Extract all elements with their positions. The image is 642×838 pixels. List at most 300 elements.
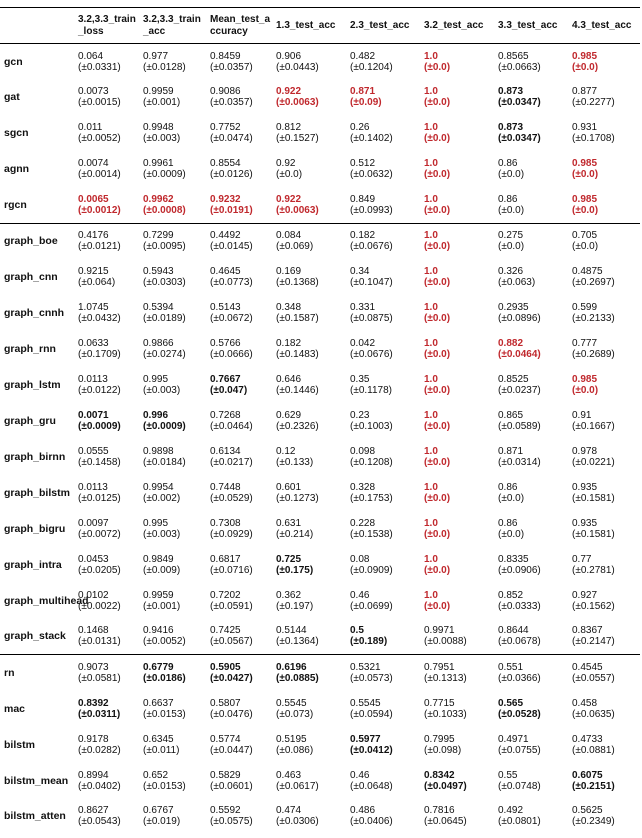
metric-cell: [420, 331, 494, 367]
metric-value: 0.9073: [78, 661, 109, 673]
metric-value: 0.877: [572, 86, 598, 98]
metric-std: (±0.0909): [350, 564, 393, 576]
metric-std: (±0.098): [424, 744, 462, 756]
metric-std: (±0.1178): [350, 385, 392, 397]
metric-cell: [272, 44, 346, 80]
metric-cell: [139, 79, 206, 115]
metric-value: 0.985: [572, 374, 598, 386]
metric-cell: [494, 619, 568, 655]
column-header: 1.3_test_acc: [276, 19, 336, 31]
metric-value: 0.8367: [572, 625, 603, 637]
metric-value: 0.5905: [210, 661, 241, 673]
metric-std: (±0.0): [424, 600, 451, 612]
metric-std: (±0.0635): [572, 708, 615, 720]
metric-value: 1.0: [424, 302, 438, 314]
metric-std: (±0.1273): [276, 492, 319, 504]
metric-std: (±0.189): [350, 636, 388, 648]
metric-std: (±0.214): [276, 528, 314, 540]
metric-value: 0.8994: [78, 769, 109, 781]
metric-std: (±0.1047): [350, 277, 393, 289]
metric-value: 0.7995: [424, 733, 455, 745]
metric-std: (±0.063): [498, 277, 536, 289]
metric-cell: [74, 259, 139, 295]
metric-std: (±0.0464): [210, 421, 253, 432]
metric-cell: [568, 691, 640, 727]
metric-cell: [568, 367, 640, 403]
metric-cell: [420, 547, 494, 583]
metric-value: 0.0555: [78, 445, 109, 457]
metric-value: 1.0: [424, 517, 438, 529]
metric-cell: [206, 223, 272, 259]
metric-std: (±0.0311): [78, 708, 121, 720]
metric-std: (±0.0699): [350, 600, 393, 612]
metric-std: (±0.1446): [276, 385, 319, 397]
metric-cell: [568, 295, 640, 331]
metric-cell: [139, 727, 206, 763]
metric-value: 1.0: [424, 230, 438, 242]
metric-std: (±0.0): [572, 205, 599, 217]
metric-value: 0.084: [276, 230, 302, 242]
metric-cell: [420, 655, 494, 691]
metric-cell: [272, 619, 346, 655]
model-name: graph_multihead: [4, 594, 89, 607]
metric-value: 1.0: [424, 410, 438, 421]
metric-cell: [568, 79, 640, 115]
metric-value: 0.011: [78, 122, 103, 134]
metric-cell: [346, 115, 420, 151]
metric-std: (±0.1368): [276, 277, 319, 289]
metric-value: 0.182: [350, 230, 376, 242]
metric-value: 0.7752: [210, 122, 241, 134]
metric-std: (±0.0205): [78, 564, 121, 576]
metric-std: (±0.0528): [498, 708, 541, 720]
metric-value: 0.812: [276, 122, 302, 134]
metric-value: 0.46: [350, 769, 370, 781]
metric-std: (±0.0591): [210, 600, 253, 612]
metric-std: (±0.0): [424, 492, 451, 504]
metric-value: 0.0633: [78, 338, 109, 350]
metric-value: 0.0097: [78, 517, 109, 529]
metric-value: 0.1468: [78, 625, 109, 637]
metric-value: 0.7667: [210, 374, 241, 386]
metric-value: 0.995: [143, 517, 169, 529]
metric-cell: [346, 151, 420, 187]
metric-cell: [139, 223, 206, 259]
metric-std: (±0.0145): [210, 241, 253, 253]
metric-cell: [74, 79, 139, 115]
model-name: gat: [4, 91, 20, 104]
metric-std: (±0.0): [424, 277, 451, 289]
metric-value: 0.34: [350, 266, 370, 278]
metric-std: (±0.0009): [143, 421, 186, 432]
metric-std: (±0.0896): [498, 313, 541, 325]
metric-value: 0.6817: [210, 553, 241, 565]
metric-value: 0.0074: [78, 158, 109, 170]
metric-cell: [420, 439, 494, 475]
metric-cell: [272, 331, 346, 367]
metric-std: (±0.0632): [350, 169, 393, 181]
metric-std: (±0.0412): [350, 744, 393, 756]
metric-cell: [494, 475, 568, 511]
metric-value: 0.935: [572, 517, 598, 529]
metric-value: 0.474: [276, 805, 302, 817]
metric-value: 0.551: [498, 661, 524, 673]
metric-cell: [568, 475, 640, 511]
metric-value: 0.6779: [143, 661, 174, 673]
metric-std: (±0.0573): [350, 672, 393, 684]
metric-std: (±0.0014): [78, 169, 121, 181]
metric-std: (±0.0): [572, 169, 599, 181]
metric-std: (±0.0406): [350, 816, 393, 828]
metric-std: (±0.0): [424, 169, 451, 181]
metric-std: (±0.0993): [350, 205, 393, 217]
metric-std: (±0.133): [276, 456, 314, 468]
metric-value: 1.0: [424, 86, 438, 98]
metric-cell: [74, 331, 139, 367]
metric-cell: [568, 655, 640, 691]
metric-std: (±0.0589): [498, 421, 541, 432]
metric-std: (±0.0476): [210, 708, 253, 720]
model-name: bilstm_mean: [4, 774, 69, 787]
metric-value: 0.463: [276, 769, 302, 781]
metric-std: (±0.0009): [143, 169, 186, 181]
metric-std: (±0.1527): [276, 133, 319, 145]
metric-value: 0.935: [572, 481, 598, 493]
metric-cell: [139, 115, 206, 151]
metric-cell: [74, 763, 139, 799]
metric-value: 0.9898: [143, 445, 174, 457]
metric-value: 0.326: [498, 266, 524, 278]
model-name: sgcn: [4, 127, 29, 140]
model-name: graph_intra: [4, 558, 62, 571]
metric-value: 0.5394: [143, 302, 174, 314]
metric-cell: [568, 403, 640, 439]
metric-cell: [346, 475, 420, 511]
metric-value: 0.8565: [498, 50, 529, 62]
metric-value: 0.922: [276, 86, 302, 98]
metric-std: (±0.0557): [572, 672, 615, 684]
metric-std: (±0.0617): [276, 780, 319, 792]
metric-std: (±0.0063): [276, 205, 319, 217]
metric-value: 0.6196: [276, 661, 307, 673]
metric-value: 0.042: [350, 338, 376, 350]
metric-value: 0.852: [498, 589, 524, 601]
metric-cell: [74, 44, 139, 80]
metric-value: 0.328: [350, 481, 376, 493]
metric-value: 0.2935: [498, 302, 529, 314]
metric-value: 0.6134: [210, 445, 241, 457]
metric-cell: [346, 44, 420, 80]
metric-std: (±0.0314): [498, 456, 541, 468]
metric-std: (±0.2151): [572, 780, 615, 792]
metric-std: (±0.0274): [143, 349, 186, 361]
metric-value: 0.5766: [210, 338, 241, 350]
metric-std: (±0.09): [350, 97, 382, 109]
metric-value: 0.35: [350, 374, 370, 386]
metric-std: (±0.0072): [78, 528, 121, 540]
metric-std: (±0.1753): [350, 492, 393, 504]
metric-std: (±0.0): [498, 492, 525, 504]
metric-value: 0.599: [572, 302, 598, 314]
metric-cell: [139, 511, 206, 547]
metric-cell: [420, 511, 494, 547]
metric-std: (±0.0): [498, 528, 525, 540]
metric-std: (±0.2133): [572, 313, 615, 325]
metric-value: 0.348: [276, 302, 302, 314]
metric-cell: [568, 151, 640, 187]
metric-std: (±0.0929): [210, 528, 253, 540]
metric-cell: [206, 691, 272, 727]
metric-cell: [206, 619, 272, 655]
metric-value: 0.5943: [143, 266, 174, 278]
metric-std: (±0.1667): [572, 421, 615, 432]
metric-value: 0.362: [276, 589, 302, 601]
metric-std: (±0.047): [210, 385, 248, 397]
metric-cell: [494, 583, 568, 619]
metric-cell: [272, 799, 346, 835]
metric-std: (±0.0282): [78, 744, 121, 756]
metric-std: (±0.0748): [498, 780, 541, 792]
metric-std: (±0.0): [424, 97, 451, 109]
table-row: [0, 295, 640, 331]
metric-value: 0.7308: [210, 517, 241, 529]
metric-value: 0.882: [498, 338, 524, 350]
metric-std: (±0.0443): [276, 61, 319, 73]
metric-std: (±0.1581): [572, 528, 615, 540]
metric-std: (±0.0063): [276, 97, 319, 109]
metric-cell: [346, 259, 420, 295]
metric-value: 0.985: [572, 50, 598, 62]
metric-value: 0.7299: [143, 230, 174, 242]
metric-cell: [272, 763, 346, 799]
model-name: gcn: [4, 55, 23, 68]
model-name: bilstm_atten: [4, 810, 66, 823]
metric-value: 0.8459: [210, 50, 241, 62]
table-row: [0, 547, 640, 583]
metric-cell: [139, 295, 206, 331]
metric-std: (±0.0678): [498, 636, 541, 648]
metric-value: 0.5321: [350, 661, 381, 673]
metric-cell: [74, 403, 139, 439]
metric-value: 0.9959: [143, 589, 174, 601]
metric-cell: [420, 79, 494, 115]
metric-cell: [494, 331, 568, 367]
model-name: rgcn: [4, 199, 27, 212]
metric-cell: [494, 403, 568, 439]
metric-std: (±0.003): [143, 133, 181, 145]
metric-value: 0.486: [350, 805, 376, 817]
table-row: [0, 79, 640, 115]
metric-cell: [272, 79, 346, 115]
metric-value: 0.492: [498, 805, 524, 817]
metric-value: 0.7425: [210, 625, 241, 637]
metric-cell: [494, 259, 568, 295]
metric-cell: [74, 223, 139, 259]
metric-value: 0.5592: [210, 805, 241, 817]
metric-cell: [139, 583, 206, 619]
metric-value: 0.9971: [424, 625, 455, 637]
metric-std: (±0.0716): [210, 564, 253, 576]
metric-value: 0.4176: [78, 230, 109, 242]
metric-std: (±0.0648): [350, 780, 393, 792]
metric-value: 0.91: [572, 410, 592, 421]
table-row: [0, 655, 640, 691]
metric-std: (±0.0543): [78, 816, 121, 828]
metric-cell: [346, 79, 420, 115]
metric-std: (±0.2326): [276, 421, 319, 432]
metric-value: 0.6767: [143, 805, 174, 817]
metric-std: (±0.0474): [210, 133, 253, 145]
metric-std: (±0.0906): [498, 564, 541, 576]
metric-cell: [494, 547, 568, 583]
metric-value: 0.7951: [424, 661, 455, 673]
metric-cell: [272, 655, 346, 691]
metric-value: 0.646: [276, 374, 302, 386]
metric-value: 0.6075: [572, 769, 603, 781]
model-name: graph_cnn: [4, 271, 58, 284]
metric-cell: [206, 367, 272, 403]
metric-std: (±0.0121): [78, 241, 121, 253]
metric-cell: [206, 547, 272, 583]
metric-cell: [74, 691, 139, 727]
metric-value: 0.9948: [143, 122, 174, 134]
metric-cell: [346, 367, 420, 403]
table-row: [0, 727, 640, 763]
metric-cell: [420, 151, 494, 187]
metric-value: 1.0: [424, 338, 438, 350]
metric-cell: [420, 295, 494, 331]
metric-value: 0.9232: [210, 194, 241, 206]
metric-std: (±0.0881): [572, 744, 615, 756]
metric-value: 0.985: [572, 194, 598, 206]
model-name: graph_bilstm: [4, 486, 70, 499]
metric-cell: [494, 115, 568, 151]
column-header: 4.3_test_acc: [572, 19, 632, 31]
metric-value: 0.86: [498, 194, 518, 206]
metric-std: (±0.0125): [78, 492, 121, 504]
metric-std: (±0.0184): [143, 456, 186, 468]
metric-cell: [494, 439, 568, 475]
metric-cell: [568, 799, 640, 835]
metric-cell: [206, 799, 272, 835]
metric-cell: [272, 367, 346, 403]
metric-std: (±0.0015): [78, 97, 121, 109]
metric-std: (±0.0357): [210, 97, 253, 109]
table-row: [0, 619, 640, 655]
metric-std: (±0.0): [424, 421, 451, 432]
metric-cell: [139, 475, 206, 511]
metric-std: (±0.0012): [78, 205, 121, 217]
metric-value: 0.9954: [143, 481, 174, 493]
metric-std: (±0.069): [276, 241, 314, 253]
metric-value: 0.4875: [572, 266, 603, 278]
metric-value: 0.12: [276, 445, 296, 457]
metric-value: 0.9961: [143, 158, 174, 170]
model-name: agnn: [4, 163, 30, 176]
metric-std: (±0.0): [498, 169, 525, 181]
metric-value: 0.9086: [210, 86, 241, 98]
metric-value: 0.777: [572, 338, 598, 350]
metric-cell: [206, 439, 272, 475]
metric-std: (±0.0): [424, 241, 451, 253]
metric-std: (±0.1483): [276, 349, 319, 361]
metric-cell: [74, 727, 139, 763]
metric-cell: [420, 187, 494, 223]
metric-cell: [494, 367, 568, 403]
metric-cell: [420, 727, 494, 763]
metric-cell: [420, 403, 494, 439]
metric-std: (±0.1587): [276, 313, 319, 325]
metric-std: (±0.0333): [498, 600, 541, 612]
metric-std: (±0.1364): [276, 636, 319, 648]
metric-std: (±0.003): [143, 385, 181, 397]
metric-std: (±0.1538): [350, 528, 393, 540]
metric-value: 0.4733: [572, 733, 603, 745]
metric-value: 0.5195: [276, 733, 307, 745]
metric-cell: [420, 115, 494, 151]
metric-cell: [139, 259, 206, 295]
metric-cell: [568, 331, 640, 367]
metric-std: (±0.0427): [210, 672, 253, 684]
metric-cell: [494, 727, 568, 763]
metric-std: (±0.0191): [210, 205, 253, 217]
metric-cell: [494, 187, 568, 223]
metric-value: 0.927: [572, 589, 598, 601]
metric-std: (±0.0131): [78, 636, 121, 648]
metric-cell: [74, 115, 139, 151]
metric-std: (±0.175): [276, 564, 314, 576]
metric-std: (±0.0432): [78, 313, 121, 325]
metric-value: 0.865: [498, 410, 524, 421]
metric-value: 1.0: [424, 374, 438, 386]
metric-value: 0.985: [572, 158, 598, 170]
metric-cell: [346, 619, 420, 655]
metric-cell: [494, 655, 568, 691]
metric-value: 0.7202: [210, 589, 241, 601]
metric-std: (±0.0): [424, 456, 451, 468]
metric-std: (±0.0567): [210, 636, 253, 648]
metric-value: 0.458: [572, 697, 598, 709]
metric-value: 0.996: [143, 410, 169, 421]
metric-value: 0.5545: [276, 697, 307, 709]
metric-cell: [139, 367, 206, 403]
metric-cell: [139, 403, 206, 439]
column-header: 3.2_test_acc: [424, 19, 484, 31]
metric-std: (±0.0672): [210, 313, 253, 325]
metric-cell: [206, 763, 272, 799]
table-row: [0, 799, 640, 835]
metric-value: 0.8644: [498, 625, 529, 637]
metric-cell: [272, 259, 346, 295]
metric-value: 0.169: [276, 266, 302, 278]
metric-std: (±0.009): [143, 564, 181, 576]
metric-cell: [74, 583, 139, 619]
metric-value: 0.978: [572, 445, 598, 457]
metric-cell: [74, 547, 139, 583]
metric-value: 0.92: [276, 158, 296, 170]
metric-cell: [494, 151, 568, 187]
metric-std: (±0.0022): [78, 600, 121, 612]
model-name: graph_boe: [0, 223, 74, 259]
table-row: [0, 763, 640, 799]
metric-std: (±0.1033): [424, 708, 467, 720]
metric-std: (±0.0): [498, 241, 525, 253]
metric-value: 0.7268: [210, 410, 241, 421]
metric-value: 0.4645: [210, 266, 241, 278]
metric-value: 0.0113: [78, 374, 108, 386]
metric-cell: [346, 331, 420, 367]
metric-cell: [346, 403, 420, 439]
